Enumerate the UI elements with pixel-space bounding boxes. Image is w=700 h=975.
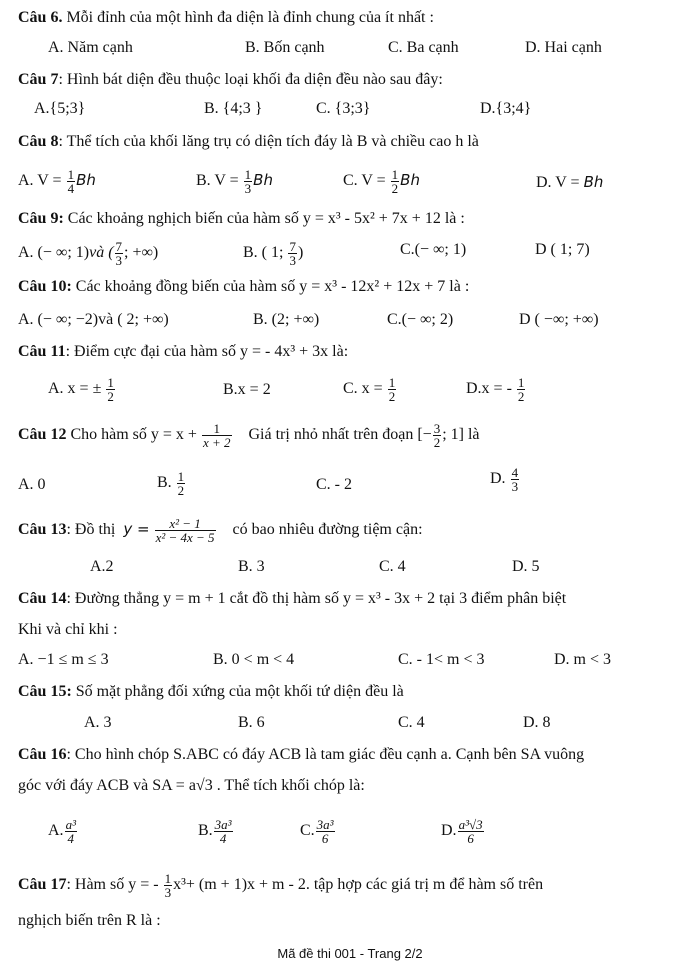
q12-b-label: B. bbox=[157, 474, 172, 492]
q13-text2: có bao nhiêu đường tiệm cận: bbox=[232, 521, 423, 539]
page-footer: Mã đề thi 001 - Trang 2/2 bbox=[277, 946, 423, 961]
q8-d-expr: Bh bbox=[583, 173, 604, 191]
q14-text2: Khi và chỉ khi : bbox=[18, 621, 118, 638]
q8-a-expr: Bh bbox=[76, 171, 96, 190]
q12-option-b[interactable] bbox=[157, 470, 186, 497]
q16-d-label: D. bbox=[441, 822, 457, 840]
q14-option-a[interactable]: A. −1 ≤ m ≤ 3 bbox=[18, 651, 109, 668]
q8-text: : Thể tích của khối lăng trụ có diện tích đáy là B và chiều cao h là bbox=[58, 133, 479, 150]
q8-option-a[interactable] bbox=[18, 168, 96, 195]
q14-option-c[interactable]: C. - 1< m < 3 bbox=[398, 651, 485, 668]
question-11 bbox=[18, 342, 348, 362]
q6-option-c[interactable]: C. Ba cạnh bbox=[388, 39, 459, 56]
question-10 bbox=[18, 277, 469, 297]
q16-a-fraction: $\frac{\text{a³}}{4}$ bbox=[65, 817, 76, 846]
q17-label: Câu 17 bbox=[18, 876, 67, 894]
q9-a-fraction: $\frac{7}{3}$ bbox=[115, 239, 123, 268]
q8-b-expr: Bh bbox=[253, 171, 273, 190]
q11-a-label: A. x = ± bbox=[48, 380, 102, 398]
question-12 bbox=[18, 422, 480, 449]
q10-option-d[interactable]: D ( −∞; +∞) bbox=[519, 311, 599, 328]
q9-option-c[interactable]: C.(− ∞; 1) bbox=[400, 241, 467, 258]
q15-option-a[interactable]: A. 3 bbox=[84, 714, 112, 731]
q11-text: : Điểm cực đại của hàm số y = - 4x³ + 3x là: bbox=[65, 343, 349, 360]
q15-text: Số mặt phẳng đối xứng của một khối tứ diện đều là bbox=[71, 683, 404, 700]
q14-option-b[interactable]: B. 0 < m < 4 bbox=[213, 651, 295, 668]
q8-a-label: A. V = bbox=[18, 172, 62, 190]
q15-option-c[interactable]: C. 4 bbox=[398, 714, 425, 731]
question-7 bbox=[18, 70, 443, 90]
q12-text3: ; 1] là bbox=[442, 426, 480, 444]
q9-option-b[interactable] bbox=[243, 240, 303, 267]
q8-option-c[interactable] bbox=[343, 168, 420, 195]
question-13 bbox=[18, 517, 423, 544]
q11-a-fraction: $\frac{1}{2}$ bbox=[107, 375, 114, 404]
q8-c-expr: Bh bbox=[400, 171, 420, 190]
q10-option-c[interactable]: C.(− ∞; 2) bbox=[387, 311, 454, 328]
q16-label: Câu 16 bbox=[18, 746, 67, 763]
q8-b-label: B. V = bbox=[196, 172, 239, 190]
question-16 bbox=[18, 745, 584, 765]
q16-c-fraction: $\frac{\text{3a³}}{6}$ bbox=[316, 817, 334, 846]
q17-text2: x³+ (m + 1)x + m - 2. tập hợp các giá trị m để hàm số trên bbox=[173, 876, 544, 894]
q17-text3: nghịch biến trên R là : bbox=[18, 912, 161, 929]
q6-text: Mỗi đỉnh của một hình đa diện là đỉnh chung của ít nhất : bbox=[62, 9, 434, 26]
q9-a-label: A. (− ∞; 1) bbox=[18, 244, 90, 262]
q8-d-label: D. V = bbox=[536, 174, 584, 191]
q8-option-b[interactable] bbox=[196, 168, 273, 195]
q7-option-a[interactable]: A.{5;3} bbox=[34, 100, 86, 117]
q16-b-fraction: $\frac{\text{3a³}}{4}$ bbox=[214, 817, 232, 846]
question-8 bbox=[18, 132, 479, 152]
q16-text2: góc với đáy ACB và SA = a√3 . Thể tích khối chóp là: bbox=[18, 777, 365, 794]
q13-option-b[interactable]: B. 3 bbox=[238, 558, 265, 575]
question-6 bbox=[18, 8, 434, 28]
q6-option-d[interactable]: D. Hai cạnh bbox=[525, 39, 602, 56]
q13-label: Câu 13 bbox=[18, 521, 67, 539]
q12-label: Câu 12 bbox=[18, 426, 67, 444]
q7-option-b[interactable]: B. {4;3 } bbox=[204, 100, 263, 117]
q13-fraction: $\frac{\text{x² − 1}}{\text{x² − 4x − 5}}$ bbox=[155, 516, 215, 545]
q16-b-label: B. bbox=[198, 822, 213, 840]
q12-b-fraction: $\frac{1}{2}$ bbox=[177, 469, 185, 498]
q14-label: Câu 14 bbox=[18, 590, 67, 607]
q7-label: Câu 7 bbox=[18, 71, 59, 88]
q7-text: : Hình bát diện đều thuộc loại khối đa diện đều nào sau đây: bbox=[58, 71, 443, 88]
q10-option-b[interactable]: B. (2; +∞) bbox=[253, 311, 320, 328]
q16-d-fraction: $\frac{\text{a³√3}}{6}$ bbox=[458, 817, 483, 846]
q16-text: : Cho hình chóp S.ABC có đáy ACB là tam giác đều cạnh a. Cạnh bên SA vuông bbox=[66, 746, 585, 763]
q11-label: Câu 11 bbox=[18, 343, 66, 360]
q11-option-c[interactable] bbox=[343, 376, 397, 403]
q9-a-join: và ( bbox=[89, 244, 114, 262]
q10-text: Các khoảng đồng biến của hàm số y = x³ - 12x² + 12x + 7 là : bbox=[71, 278, 470, 295]
q13-option-d[interactable]: D. 5 bbox=[512, 558, 540, 575]
q12-function-fraction: $\frac{1}{x + 2}$ bbox=[202, 421, 231, 450]
q13-text: : Đồ thị bbox=[66, 521, 116, 539]
q7-option-d[interactable]: D.{3;4} bbox=[480, 100, 532, 117]
q16-c-label: C. bbox=[300, 822, 315, 840]
q13-option-a[interactable]: A.2 bbox=[90, 558, 114, 575]
q16-option-c[interactable] bbox=[300, 818, 336, 845]
q9-b-fraction: $\frac{7}{3}$ bbox=[289, 239, 296, 268]
q15-option-d[interactable]: D. 8 bbox=[523, 714, 551, 731]
q8-a-fraction: $\frac{1}{4}$ bbox=[67, 167, 75, 196]
q9-b-tail: ) bbox=[297, 244, 304, 262]
question-14 bbox=[18, 589, 566, 609]
q15-label: Câu 15: bbox=[18, 683, 72, 700]
q11-option-a[interactable] bbox=[48, 376, 116, 403]
q8-label: Câu 8 bbox=[18, 133, 59, 150]
q11-option-d[interactable] bbox=[466, 376, 526, 403]
q15-option-b[interactable]: B. 6 bbox=[238, 714, 265, 731]
q14-option-d[interactable]: D. m < 3 bbox=[554, 651, 612, 668]
q12-d-label: D. bbox=[490, 470, 506, 488]
q6-option-b[interactable]: B. Bốn cạnh bbox=[245, 39, 325, 56]
q12-option-c[interactable]: C. - 2 bbox=[316, 476, 352, 493]
question-15 bbox=[18, 682, 404, 702]
q8-c-label: C. V = bbox=[343, 172, 386, 190]
q16-a-label: A. bbox=[48, 822, 64, 840]
q9-option-d[interactable]: D ( 1; 7) bbox=[535, 241, 590, 258]
q12-option-a[interactable]: A. 0 bbox=[18, 476, 46, 493]
q17-fraction: $\frac{1}{3}$ bbox=[164, 871, 172, 900]
q9-label: Câu 9: bbox=[18, 210, 64, 227]
q8-c-fraction: $\frac{1}{2}$ bbox=[391, 167, 399, 196]
q8-option-d[interactable] bbox=[536, 172, 603, 193]
q10-label: Câu 10: bbox=[18, 278, 72, 295]
q12-text2: Giá trị nhỏ nhất trên đoạn [− bbox=[248, 426, 432, 444]
q14-text: : Đường thẳng y = m + 1 cắt đồ thị hàm số y = x³ - 3x + 2 tại 3 điểm phân biệt bbox=[66, 590, 567, 607]
q17-text: : Hàm số y = - bbox=[66, 876, 159, 894]
q11-d-label: D.x = - bbox=[466, 380, 512, 398]
q16-option-a[interactable] bbox=[48, 818, 78, 845]
q13-option-c[interactable]: C. 4 bbox=[379, 558, 406, 575]
q11-option-b[interactable]: B.x = 2 bbox=[223, 381, 271, 398]
q16-option-b[interactable] bbox=[198, 818, 234, 845]
q11-c-label: C. x = bbox=[343, 380, 383, 398]
q9-b-label: B. ( 1; bbox=[243, 244, 284, 262]
q12-d-fraction: $\frac{4}{3}$ bbox=[511, 465, 519, 494]
question-17 bbox=[18, 872, 543, 899]
q7-option-c[interactable]: C. {3;3} bbox=[316, 100, 371, 117]
q8-b-fraction: $\frac{1}{3}$ bbox=[244, 167, 252, 196]
q12-option-d[interactable] bbox=[490, 466, 520, 493]
q9-text: Các khoảng nghịch biến của hàm số y = x³ - 5x² + 7x + 12 là : bbox=[63, 210, 465, 227]
q11-c-fraction: $\frac{1}{2}$ bbox=[388, 375, 396, 404]
q12-interval-fraction: $\frac{3}{2}$ bbox=[433, 421, 441, 450]
q16-option-d[interactable] bbox=[441, 818, 485, 845]
q6-label: Câu 6. bbox=[18, 9, 63, 26]
question-9 bbox=[18, 209, 465, 229]
q6-option-a[interactable]: A. Năm cạnh bbox=[48, 39, 133, 56]
q9-a-tail: ; +∞) bbox=[124, 244, 159, 262]
q13-fn: y = bbox=[123, 520, 150, 539]
q9-option-a[interactable] bbox=[18, 240, 158, 267]
q12-text: Cho hàm số y = x + bbox=[66, 426, 197, 444]
q10-option-a[interactable]: A. (− ∞; −2)và ( 2; +∞) bbox=[18, 311, 169, 328]
q11-d-fraction: $\frac{1}{2}$ bbox=[517, 375, 525, 404]
